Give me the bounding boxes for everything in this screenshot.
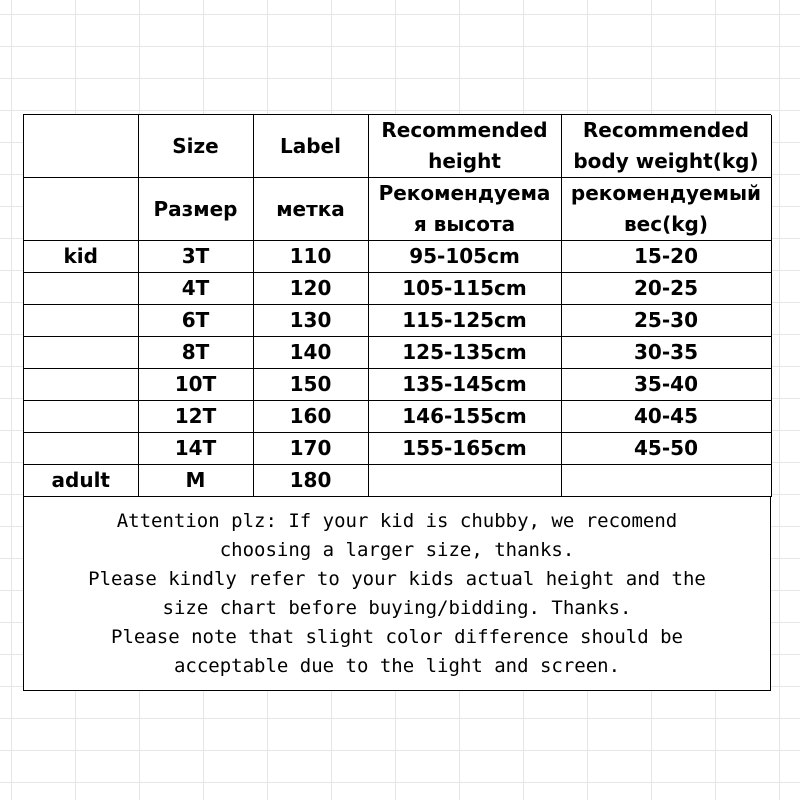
height-cell: 95-105cm <box>368 241 561 273</box>
header-size: Size <box>138 115 253 178</box>
label-cell: 150 <box>253 369 368 401</box>
weight-cell: 35-40 <box>561 369 771 401</box>
label-cell: 140 <box>253 337 368 369</box>
header-weight-line2: body weight(kg) <box>573 149 759 173</box>
height-cell <box>368 465 561 497</box>
header-ru-size: Размер <box>138 178 253 241</box>
header-ru-label: метка <box>253 178 368 241</box>
height-cell: 146-155cm <box>368 401 561 433</box>
category-cell <box>24 369 138 401</box>
weight-cell: 30-35 <box>561 337 771 369</box>
category-cell <box>24 305 138 337</box>
size-cell: 10T <box>138 369 253 401</box>
height-cell: 155-165cm <box>368 433 561 465</box>
header-row-english <box>24 115 771 178</box>
size-cell: 14T <box>138 433 253 465</box>
weight-cell: 45-50 <box>561 433 771 465</box>
size-cell: 6T <box>138 305 253 337</box>
header-label: Label <box>253 115 368 178</box>
label-cell: 120 <box>253 273 368 305</box>
header-height-line1: Recommended <box>381 118 548 142</box>
label-cell: 170 <box>253 433 368 465</box>
header-weight-line1: Recommended <box>582 118 750 142</box>
height-cell: 115-125cm <box>368 305 561 337</box>
size-cell: 8T <box>138 337 253 369</box>
size-cell: 4T <box>138 273 253 305</box>
table-row <box>24 273 771 305</box>
header-weight <box>561 115 771 178</box>
category-cell <box>24 273 138 305</box>
label-cell: 160 <box>253 401 368 433</box>
table-row <box>24 241 771 273</box>
table-row <box>24 433 771 465</box>
category-cell: kid <box>24 241 138 273</box>
header-height <box>368 115 561 178</box>
weight-cell <box>561 465 771 497</box>
header-ru-weight <box>561 178 771 241</box>
category-cell <box>24 401 138 433</box>
header-ru-height-line1: Рекомендуема <box>378 181 551 205</box>
category-cell <box>24 337 138 369</box>
header-row-russian <box>24 178 771 241</box>
header-ru-weight-line1: рекомендуемый <box>570 181 762 205</box>
label-cell: 110 <box>253 241 368 273</box>
size-cell: 3T <box>138 241 253 273</box>
category-cell <box>24 433 138 465</box>
header-height-line2: height <box>428 149 501 173</box>
weight-cell: 15-20 <box>561 241 771 273</box>
header-ru-blank-cell <box>24 178 138 241</box>
header-blank-cell <box>24 115 138 178</box>
note-line: choosing a larger size, thanks. <box>219 538 575 561</box>
weight-cell: 20-25 <box>561 273 771 305</box>
size-cell: M <box>138 465 253 497</box>
table-row <box>24 337 771 369</box>
size-table <box>24 115 772 497</box>
height-cell: 125-135cm <box>368 337 561 369</box>
table-row <box>24 369 771 401</box>
table-row <box>24 401 771 433</box>
weight-cell: 25-30 <box>561 305 771 337</box>
notes-box <box>24 497 771 691</box>
table-row <box>24 465 771 497</box>
note-line: size chart before buying/bidding. Thanks. <box>162 596 632 619</box>
table-row <box>24 305 771 337</box>
weight-cell: 40-45 <box>561 401 771 433</box>
size-cell: 12T <box>138 401 253 433</box>
header-ru-height <box>368 178 561 241</box>
note-line: Please note that slight color difference should be <box>111 625 683 648</box>
category-cell: adult <box>24 465 138 497</box>
note-line: Please kindly refer to your kids actual height and the <box>88 567 706 590</box>
size-chart <box>23 114 771 691</box>
height-cell: 105-115cm <box>368 273 561 305</box>
header-ru-height-line2: я высота <box>413 212 516 236</box>
header-ru-weight-line2: вес(kg) <box>624 212 708 236</box>
height-cell: 135-145cm <box>368 369 561 401</box>
label-cell: 130 <box>253 305 368 337</box>
note-line: acceptable due to the light and screen. <box>173 654 621 677</box>
label-cell: 180 <box>253 465 368 497</box>
note-line: Attention plz: If your kid is chubby, we recomend <box>116 509 678 532</box>
